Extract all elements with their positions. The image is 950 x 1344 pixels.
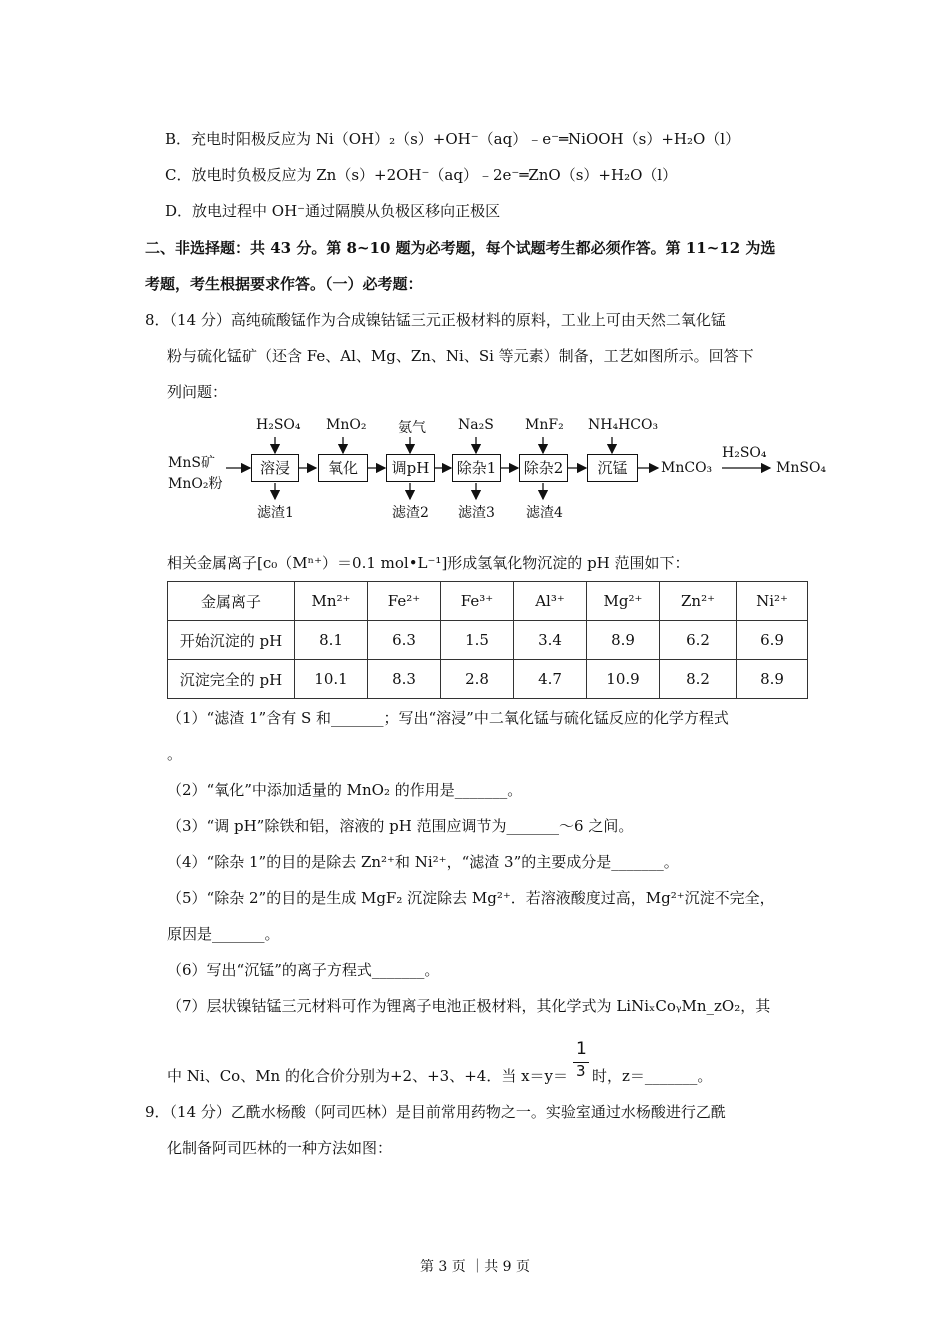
reagent-ammonia: 氨气 — [398, 420, 426, 436]
arrow-label-h2so4: H₂SO₄ — [722, 445, 767, 461]
step-impurity-1: 除杂1 — [452, 454, 501, 482]
residue-1: 滤渣1 — [257, 505, 294, 521]
subq-7-line2-tail: 时，z＝_______。 — [592, 1067, 713, 1085]
table-header-cell: Fe³⁺ — [441, 582, 514, 621]
table-cell: 8.9 — [587, 621, 660, 660]
product-mnco3: MnCO₃ — [661, 460, 713, 476]
table-cell: 6.3 — [368, 621, 441, 660]
table-cell: 2.8 — [441, 660, 514, 699]
table-cell: 10.9 — [587, 660, 660, 699]
table-cell: 开始沉淀的 pH — [168, 621, 295, 660]
q8-stem-line3: 列问题： — [167, 383, 228, 401]
table-cell: 8.3 — [368, 660, 441, 699]
step-adjust-ph: 调pH — [386, 454, 435, 482]
table-cell: 4.7 — [514, 660, 587, 699]
subq-4: （4）“除杂 1”的目的是除去 Zn²⁺和 Ni²⁺，“滤渣 3”的主要成分是_______。 — [167, 853, 679, 871]
table-cell: 3.4 — [514, 621, 587, 660]
input-mns-ore: MnS矿 — [168, 455, 215, 471]
q8-stem-line2: 粉与硫化锰矿（还含 Fe、Al、Mg、Zn、Ni、Si 等元素）制备，工艺如图所示。回答下 — [167, 347, 754, 365]
fraction-numerator: 1 — [576, 1039, 587, 1059]
input-mno2-powder: MnO₂粉 — [168, 476, 223, 492]
section-heading-line2: 考题，考生根据要求作答。（一）必考题： — [145, 275, 423, 293]
step-impurity-2: 除杂2 — [519, 454, 568, 482]
q9-stem-line1: 9．（14 分）乙酰水杨酸（阿司匹林）是目前常用药物之一。实验室通过水杨酸进行乙酰 — [145, 1103, 726, 1121]
residue-2: 滤渣2 — [392, 505, 429, 521]
table-intro: 相关金属离子[c₀（Mⁿ⁺）＝0.1 mol•L⁻¹]形成氢氧化物沉淀的 pH 范围如下： — [167, 554, 690, 572]
table-header-cell: 金属离子 — [168, 582, 295, 621]
table-cell: 8.9 — [737, 660, 808, 699]
option-c: C．放电时负极反应为 Zn（s）+2OH⁻（aq）﹣2e⁻═ZnO（s）+H₂O（l） — [165, 166, 678, 184]
option-d: D．放电过程中 OH⁻通过隔膜从负极区移向正极区 — [165, 202, 501, 220]
table-row — [168, 621, 808, 660]
table-header-cell: Zn²⁺ — [660, 582, 737, 621]
section-heading-line1: 二、非选择题：共 43 分。第 8~10 题为必考题，每个试题考生都必须作答。第 11~12 为选 — [145, 239, 776, 257]
reagent-na2s: Na₂S — [458, 417, 494, 433]
residue-3: 滤渣3 — [458, 505, 495, 521]
page-footer: 第 3 页 ｜共 9 页 — [419, 1259, 531, 1275]
subq-7-line2: 中 Ni、Co、Mn 的化合价分别为+2、+3、+4．当 x＝y＝ — [167, 1067, 569, 1085]
table-row — [168, 660, 808, 699]
subq-7-line1: （7）层状镍钴锰三元材料可作为锂离子电池正极材料，其化学式为 LiNiₓCoᵧMn_zO₂，其 — [167, 997, 771, 1015]
table-header-cell: Al³⁺ — [514, 582, 587, 621]
subq-5-line2: 原因是_______。 — [167, 925, 280, 943]
q8-stem-line1: 8．（14 分）高纯硫酸锰作为合成镍钴锰三元正极材料的原料，工业上可由天然二氧化锰 — [145, 311, 726, 329]
subq-1-line2: 。 — [167, 745, 183, 763]
reagent-nh4hco3: NH₄HCO₃ — [588, 417, 659, 433]
subq-6: （6）写出“沉锰”的离子方程式_______。 — [167, 961, 440, 979]
subq-1-line1: （1）“滤渣 1”含有 S 和_______；写出“溶浸”中二氧化锰与硫化锰反应的化学方程式 — [167, 709, 729, 727]
step-precipitate-mn: 沉锰 — [587, 454, 638, 482]
table-header-cell: Fe²⁺ — [368, 582, 441, 621]
reagent-h2so4: H₂SO₄ — [256, 417, 301, 433]
table-cell: 8.2 — [660, 660, 737, 699]
table-header-cell: Mn²⁺ — [295, 582, 368, 621]
table-cell: 6.2 — [660, 621, 737, 660]
reagent-mnf2: MnF₂ — [525, 417, 564, 433]
table-cell: 沉淀完全的 pH — [168, 660, 295, 699]
residue-4: 滤渣4 — [526, 505, 563, 521]
fraction-denominator: 3 — [576, 1062, 586, 1080]
table-cell: 6.9 — [737, 621, 808, 660]
table-header-cell: Ni²⁺ — [737, 582, 808, 621]
ph-range-table — [167, 581, 808, 699]
reagent-mno2: MnO₂ — [326, 417, 367, 433]
subq-3: （3）“调 pH”除铁和铝，溶液的 pH 范围应调节为_______～6 之间。 — [167, 817, 634, 835]
table-cell: 10.1 — [295, 660, 368, 699]
product-mnso4: MnSO₄ — [776, 460, 827, 476]
table-header-row — [168, 582, 808, 621]
table-cell: 1.5 — [441, 621, 514, 660]
table-cell: 8.1 — [295, 621, 368, 660]
table-header-cell: Mg²⁺ — [587, 582, 660, 621]
subq-5-line1: （5）“除杂 2”的目的是生成 MgF₂ 沉淀除去 Mg²⁺．若溶液酸度过高，Mg²⁺沉淀不完全， — [167, 889, 775, 907]
q9-stem-line2: 化制备阿司匹林的一种方法如图： — [167, 1139, 393, 1157]
subq-2: （2）“氧化”中添加适量的 MnO₂ 的作用是_______。 — [167, 781, 523, 799]
step-leach: 溶浸 — [251, 454, 299, 482]
step-oxidize: 氧化 — [318, 454, 368, 482]
option-b: B．充电时阳极反应为 Ni（OH）₂（s）+OH⁻（aq）﹣e⁻═NiOOH（s）+H₂O（l） — [165, 130, 741, 148]
